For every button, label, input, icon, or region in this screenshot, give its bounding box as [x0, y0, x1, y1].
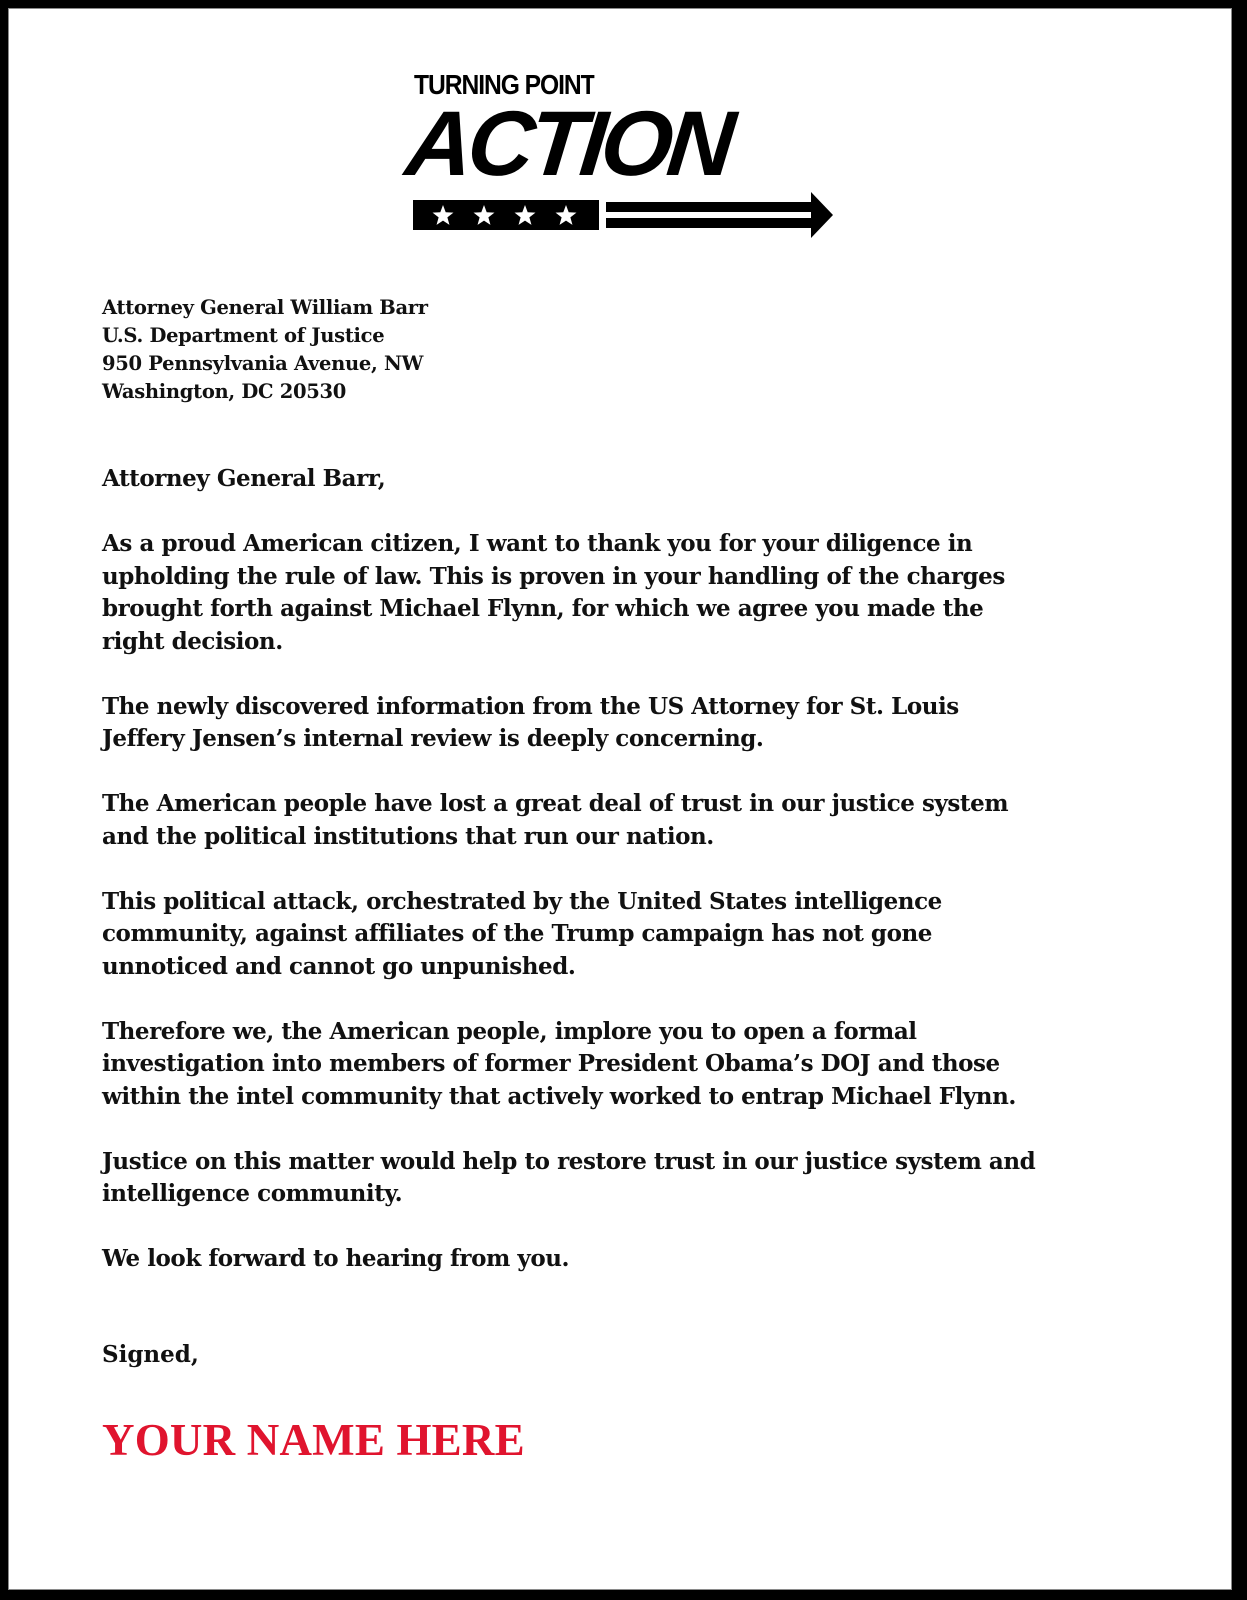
paragraph-justice: Justice on this matter would help to restore trust in our justice system and intelligence community. [102, 1147, 1036, 1207]
paragraph-thanks: As a proud American citizen, I want to thank you for your diligence in upholding the rule of law. This is proven in your handling of the charges brought forth against Michael Flynn, for which we agree you made the right decision. [102, 530, 1005, 655]
recipient-city: Washington, DC 20530 [102, 380, 347, 403]
paragraph-closing-remark: We look forward to hearing from you. [102, 1245, 570, 1272]
logo-top-text: TURNING POINT [414, 70, 595, 100]
turning-point-action-logo [401, 70, 833, 245]
recipient-name: Attorney General William Barr [102, 296, 428, 319]
salutation: Attorney General Barr, [102, 465, 386, 492]
logo-star-arrow-bar [413, 192, 833, 242]
logo-main-text: ACTION [401, 93, 735, 195]
letter-body [102, 463, 1202, 1308]
closing-signed: Signed, [102, 1341, 199, 1368]
recipient-department: U.S. Department of Justice [102, 324, 385, 347]
paragraph-investigation-request: Therefore we, the American people, implore you to open a formal investigation into members of former President Obama’s DOJ and those within the intel community that actively worked to entrap Michael Flynn. [102, 1017, 1016, 1110]
signature-name-placeholder[interactable]: YOUR NAME HERE [102, 1415, 525, 1465]
recipient-address [102, 294, 428, 406]
arrow-right-icon [606, 192, 833, 238]
letter-page [8, 8, 1232, 1590]
recipient-street: 950 Pennsylvania Avenue, NW [102, 352, 424, 375]
paragraph-political-attack: This political attack, orchestrated by the United States intelligence community, against affiliates of the Trump campaign has not gone unnoticed and cannot go unpunished. [102, 887, 942, 980]
paragraph-jensen-review: The newly discovered information from the US Attorney for St. Louis Jeffery Jensen’s internal review is deeply concerning. [102, 692, 959, 752]
paragraph-trust: The American people have lost a great deal of trust in our justice system and the political institutions that run our nation. [102, 790, 1009, 850]
